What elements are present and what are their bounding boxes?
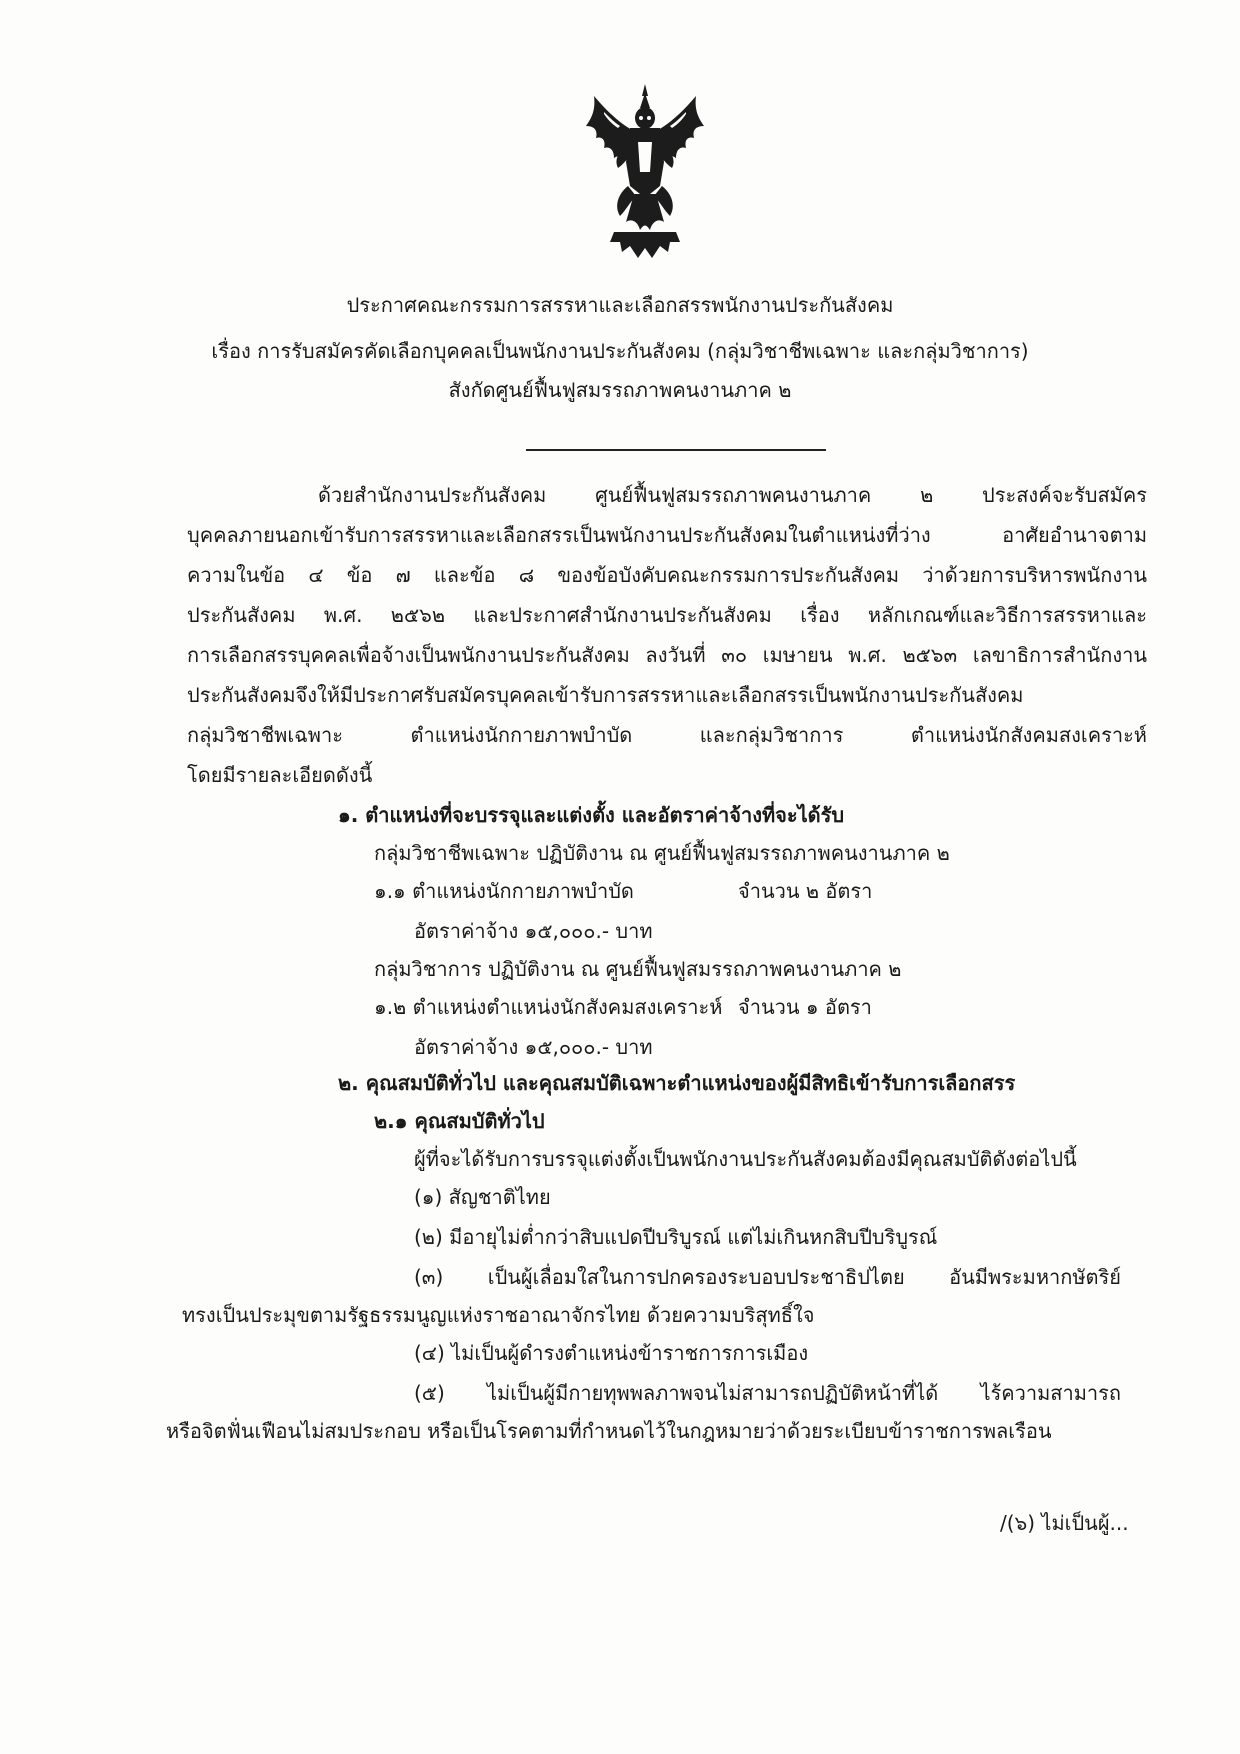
qualification-item: (๒) มีอายุไม่ต่ำกว่าสิบแปดปีบริบูรณ์ แต่ไม่เกินหกสิบปีบริบูรณ์ xyxy=(414,1225,938,1249)
garuda-emblem-icon xyxy=(584,82,706,260)
section2-lead: ผู้ที่จะได้รับการบรรจุแต่งตั้งเป็นพนักงานประกันสังคมต้องมีคุณสมบัติดังต่อไปนี้ xyxy=(414,1147,1077,1171)
section1-group1: กลุ่มวิชาชีพเฉพาะ ปฏิบัติงาน ณ ศูนย์ฟื้นฟูสมรรถภาพคนงานภาค ๒ xyxy=(374,841,950,865)
qualification-item: (๕) ไม่เป็นผู้มีกายทุพพลภาพจนไม่สามารถปฏิบัติหน้าที่ได้ ไร้ความสามารถ xyxy=(414,1381,1121,1405)
section2-subheading: ๒.๑ คุณสมบัติทั่วไป xyxy=(374,1109,545,1133)
intro-line: ประกันสังคม พ.ศ. ๒๕๖๒ และประกาศสำนักงานประกันสังคม เรื่อง หลักเกณฑ์และวิธีการสรรหาและ xyxy=(187,603,1147,627)
section1-item2-count: จำนวน ๑ อัตรา xyxy=(738,995,872,1019)
intro-line: กลุ่มวิชาชีพเฉพาะ ตำแหน่งนักกายภาพบำบัด และกลุ่มวิชาการ ตำแหน่งนักสังคมสงเคราะห์ xyxy=(187,723,1147,747)
intro-line: ประกันสังคมจึงให้มีประกาศรับสมัครบุคคลเข้ารับการสรรหาและเลือกสรรเป็นพนักงานประกันสังคม xyxy=(187,683,1024,707)
section1-item1-wage: อัตราค่าจ้าง ๑๕,๐๐๐.- บาท xyxy=(414,919,653,943)
section1-item1-count: จำนวน ๒ อัตรา xyxy=(738,879,873,903)
intro-line: การเลือกสรรบุคคลเพื่อจ้างเป็นพนักงานประกันสังคม ลงวันที่ ๓๐ เมษายน พ.ศ. ๒๕๖๓ เลขาธิการสำนักงาน xyxy=(187,643,1147,667)
section1-group2: กลุ่มวิชาการ ปฏิบัติงาน ณ ศูนย์ฟื้นฟูสมรรถภาพคนงานภาค ๒ xyxy=(374,957,902,981)
qualification-item-continued: ทรงเป็นประมุขตามรัฐธรรมนูญแห่งราชอาณาจักรไทย ด้วยความบริสุทธิ์ใจ xyxy=(182,1303,815,1327)
section1-heading: ๑. ตำแหน่งที่จะบรรจุและแต่งตั้ง และอัตราค่าจ้างที่จะได้รับ xyxy=(338,803,845,827)
announcement-subject: เรื่อง การรับสมัครคัดเลือกบุคคลเป็นพนักงานประกันสังคม (กลุ่มวิชาชีพเฉพาะ และกลุ่มวิชาการ) xyxy=(211,339,1029,363)
qualification-item: (๔) ไม่เป็นผู้ดำรงตำแหน่งข้าราชการการเมือง xyxy=(414,1341,809,1365)
section2-heading: ๒. คุณสมบัติทั่วไป และคุณสมบัติเฉพาะตำแหน่งของผู้มีสิทธิเข้ารับการเลือกสรร xyxy=(338,1071,1016,1095)
title-divider xyxy=(526,449,826,451)
announcement-affiliation: สังกัดศูนย์ฟื้นฟูสมรรถภาพคนงานภาค ๒ xyxy=(448,378,792,402)
intro-line: ด้วยสำนักงานประกันสังคม ศูนย์ฟื้นฟูสมรรถภาพคนงานภาค ๒ ประสงค์จะรับสมัคร xyxy=(318,483,1147,507)
intro-line: บุคคลภายนอกเข้ารับการสรรหาและเลือกสรรเป็นพนักงานประกันสังคมในตำแหน่งที่ว่าง อาศัยอำนาจตาม xyxy=(187,523,1147,547)
qualification-item-continued: หรือจิตฟั่นเฟือนไม่สมประกอบ หรือเป็นโรคตามที่กำหนดไว้ในกฎหมายว่าด้วยระเบียบข้าราชการพลเรือน xyxy=(166,1419,1052,1443)
announcement-title: ประกาศคณะกรรมการสรรหาและเลือกสรรพนักงานประกันสังคม xyxy=(346,293,894,317)
qualification-item: (๓) เป็นผู้เลื่อมใสในการปกครองระบอบประชาธิปไตย อันมีพระมหากษัตริย์ xyxy=(414,1265,1121,1289)
section1-item1-position: ๑.๑ ตำแหน่งนักกายภาพบำบัด xyxy=(374,879,634,903)
section1-item2-position: ๑.๒ ตำแหน่งตำแหน่งนักสังคมสงเคราะห์ xyxy=(374,995,723,1019)
intro-line: โดยมีรายละเอียดดังนี้ xyxy=(187,763,373,787)
page-continuation-note: /(๖) ไม่เป็นผู้... xyxy=(1000,1511,1129,1535)
qualification-item: (๑) สัญชาติไทย xyxy=(414,1185,551,1209)
section1-item2-wage: อัตราค่าจ้าง ๑๕,๐๐๐.- บาท xyxy=(414,1035,653,1059)
intro-line: ความในข้อ ๔ ข้อ ๗ และข้อ ๘ ของข้อบังคับคณะกรรมการประกันสังคม ว่าด้วยการบริหารพนักงาน xyxy=(187,563,1147,587)
